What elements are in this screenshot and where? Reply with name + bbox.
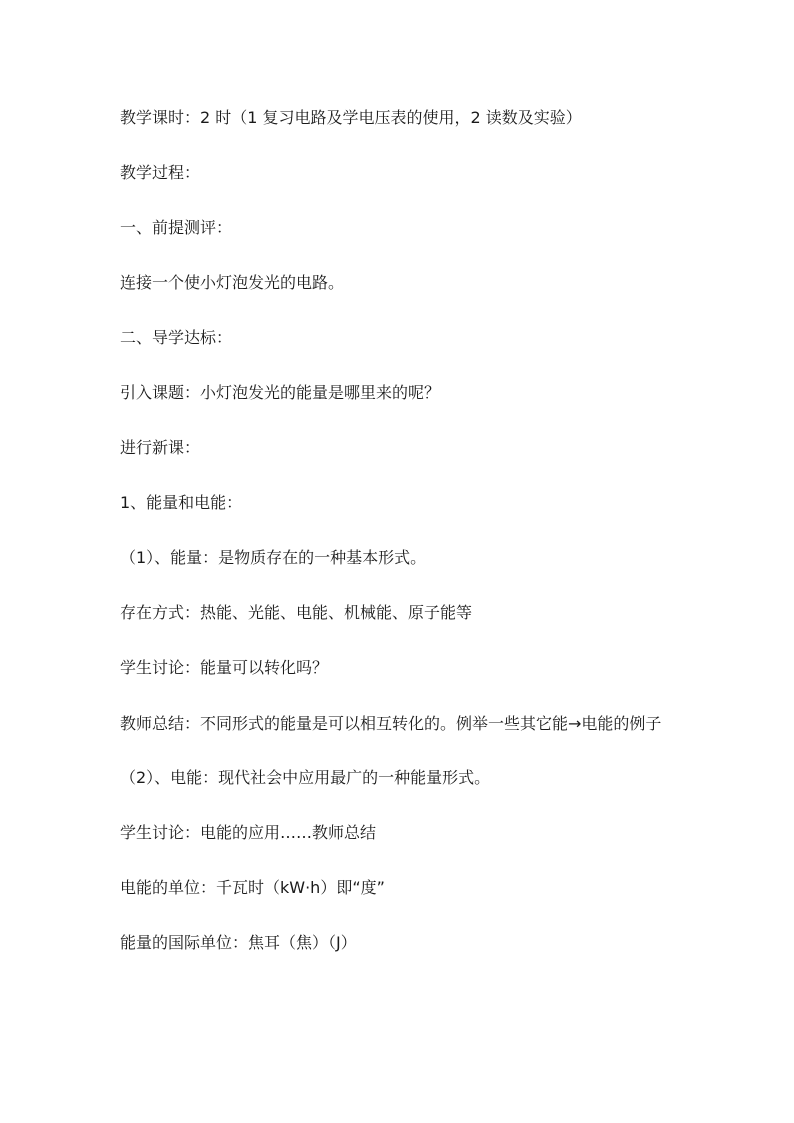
paragraph: 教师总结：不同形式的能量是可以相互转化的。例举一些其它能→电能的例子 xyxy=(120,714,662,733)
paragraph: 存在方式：热能、光能、电能、机械能、原子能等 xyxy=(120,603,473,622)
subsection-heading: 1、能量和电能： xyxy=(120,493,243,512)
paragraph: （2）、电能：现代社会中应用最广的一种能量形式。 xyxy=(120,768,491,787)
paragraph: 进行新课： xyxy=(120,438,201,457)
teaching-process-heading: 教学过程： xyxy=(120,163,201,182)
paragraph: 学生讨论：电能的应用……教师总结 xyxy=(120,823,377,842)
section-two-heading: 二、导学达标： xyxy=(120,328,233,347)
paragraph: 学生讨论：能量可以转化吗？ xyxy=(120,658,329,677)
lesson-hours-line: 教学课时：2 时（1 复习电路及学电压表的使用，2 读数及实验） xyxy=(120,108,582,127)
paragraph: 电能的单位：千瓦时（kW·h）即“度” xyxy=(120,878,385,897)
paragraph: 连接一个使小灯泡发光的电路。 xyxy=(120,273,345,292)
paragraph: 引入课题：小灯泡发光的能量是哪里来的呢？ xyxy=(120,383,441,402)
paragraph: 能量的国际单位：焦耳（焦）（J） xyxy=(120,933,357,952)
section-one-heading: 一、前提测评： xyxy=(120,218,233,237)
document-body xyxy=(120,104,680,984)
paragraph: （1）、能量：是物质存在的一种基本形式。 xyxy=(120,548,427,567)
